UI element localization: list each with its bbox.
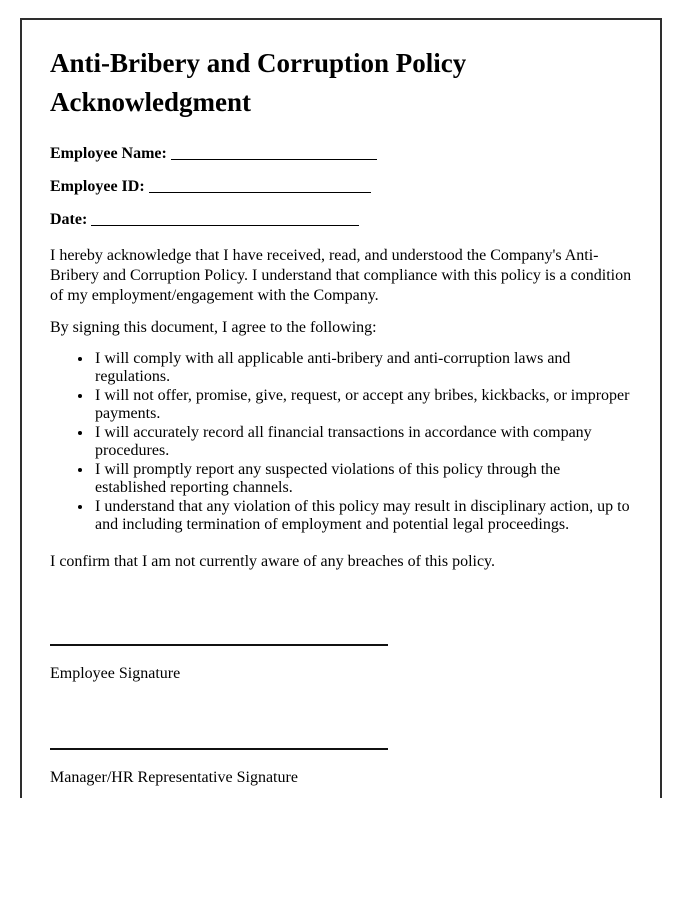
employee-name-blank[interactable] [171, 146, 377, 160]
employee-signature-label: Employee Signature [50, 665, 181, 682]
employee-id-label: Employee ID: [50, 178, 145, 195]
intro-paragraph: I hereby acknowledge that I have received, read, and understood the Company's Anti-Bribery and Corruption Policy. I understand that compliance with this policy is a condition of my employment/engagement with the Company. [50, 247, 632, 304]
employee-signature-line[interactable] [50, 644, 388, 646]
employee-name-label: Employee Name: [50, 145, 167, 162]
manager-hr-signature-line[interactable] [50, 748, 388, 750]
document-page [20, 18, 662, 798]
page-title: Anti-Bribery and Corruption Policy Acknowledgment [50, 48, 467, 117]
employee-name-field [50, 144, 632, 164]
confirmation-paragraph: I confirm that I am not currently aware of any breaches of this policy. [50, 553, 496, 570]
agreement-lead-paragraph: By signing this document, I agree to the following: [50, 319, 377, 336]
date-field [50, 210, 632, 230]
manager-hr-signature-label: Manager/HR Representative Signature [50, 769, 298, 786]
employee-id-blank[interactable] [149, 179, 371, 193]
list-item: • I will promptly report any suspected violations of this policy through the established reporting channels. [93, 461, 632, 497]
agreement-bullet-list [50, 350, 632, 534]
list-item: • I will comply with all applicable anti-bribery and anti-corruption laws and regulations. [93, 350, 632, 386]
date-label: Date: [50, 211, 88, 228]
employee-id-field [50, 177, 632, 197]
list-item: • I understand that any violation of this policy may result in disciplinary action, up to and including termination of employment and potential legal proceedings. [93, 498, 632, 534]
list-item: • I will not offer, promise, give, request, or accept any bribes, kickbacks, or improper payments. [93, 387, 632, 423]
list-item: • I will accurately record all financial transactions in accordance with company procedures. [93, 424, 632, 460]
date-blank[interactable] [91, 212, 359, 226]
